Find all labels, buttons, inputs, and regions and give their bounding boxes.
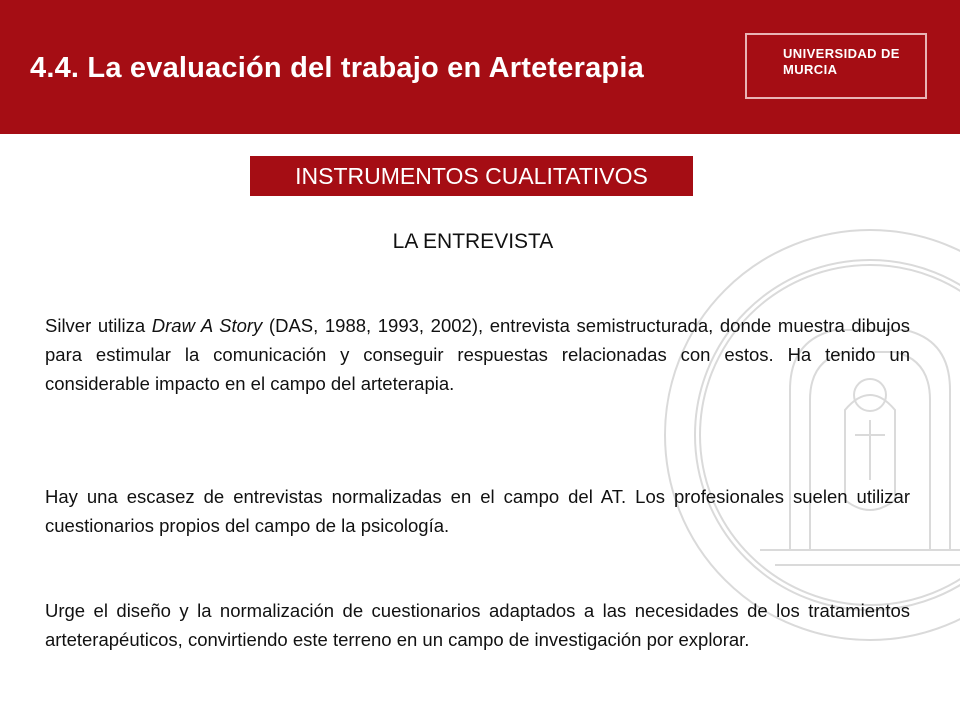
paragraph-1-lead: Silver utiliza bbox=[45, 315, 152, 336]
paragraph-2: Hay una escasez de entrevistas normalizadas en el campo del AT. Los profesionales suelen utilizar cuestionarios propios del campo de la psicología. bbox=[45, 486, 910, 536]
university-seal-icon bbox=[640, 220, 960, 660]
paragraph-3: Urge el diseño y la normalización de cuestionarios adaptados a las necesidades de los tratamientos arteterapéuticos, convirtiendo este terreno en un campo de investigación por explorar. bbox=[45, 600, 910, 650]
paragraph-1 bbox=[45, 311, 910, 398]
logo-line-2: MURCIA bbox=[783, 62, 838, 77]
paragraph-1-rest: (DAS, 1988, 1993, 2002), entrevista semistructurada, donde muestra dibujos para estimular la comunicación y conseguir respuestas relacionadas con estos. Ha tenido un considerable impacto en el campo del arteterapia. bbox=[45, 315, 910, 394]
university-logo bbox=[745, 33, 927, 99]
logo-line-1: UNIVERSIDAD DE bbox=[783, 46, 900, 61]
section-subtitle: LA ENTREVISTA bbox=[392, 230, 554, 253]
slide-title: 4.4. La evaluación del trabajo en Arteterapia bbox=[30, 52, 644, 84]
section-badge: INSTRUMENTOS CUALITATIVOS bbox=[250, 156, 693, 196]
das-title-italic: Draw A Story bbox=[151, 315, 263, 336]
header-banner bbox=[0, 0, 960, 134]
